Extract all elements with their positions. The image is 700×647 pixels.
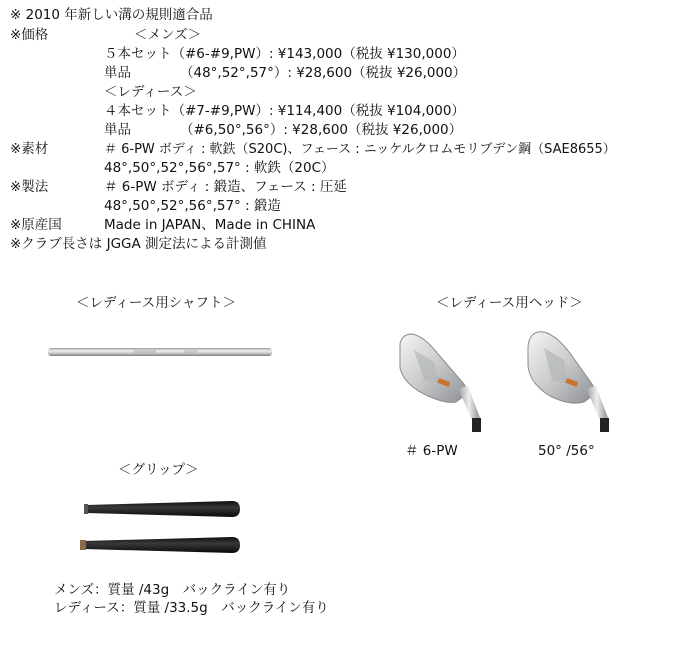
- ladies-grip-spec: レディース：質量 /33.5g バックライン有り: [54, 600, 329, 616]
- mens-grip-image: [82, 498, 244, 520]
- head-label-6-pw: ＃ 6-PW: [405, 443, 458, 459]
- origin-value: Made in JAPAN、Made in CHINA: [104, 217, 316, 233]
- mens-single-label: 単品: [104, 65, 131, 81]
- method-label: ※製法: [10, 179, 49, 195]
- mens-header: ＜メンズ＞: [134, 27, 202, 43]
- spec-line-groove-rule: ※ 2010 年新しい溝の規則適合品: [10, 7, 213, 23]
- head-label-50-56: 50° /56°: [538, 443, 595, 459]
- shaft-image: [44, 344, 276, 360]
- ladies-set-price: ４本セット（#7-#9,PW）: ¥114,400（税抜 ¥104,000）: [104, 103, 465, 119]
- origin-label: ※原産国: [10, 217, 62, 233]
- material-line-2: 48°,50°,52°,56°,57° : 軟鉄（20C）: [104, 160, 335, 176]
- club-length-note: ※クラブ長さは JGGA 測定法による計測値: [10, 236, 267, 252]
- iron-head-6-pw-image: [394, 328, 486, 432]
- heads-caption: ＜レディース用ヘッド＞: [436, 295, 583, 311]
- price-label: ※価格: [10, 27, 49, 43]
- shaft-caption: ＜レディース用シャフト＞: [76, 295, 236, 311]
- ladies-single-label: 単品: [104, 122, 131, 138]
- ladies-header: ＜レディース＞: [104, 84, 197, 100]
- material-line-1: ＃ 6-PW ボディ : 軟鉄（S20C)、フェース : ニッケルクロムモリブデン鋼（SAE8655）: [104, 142, 616, 157]
- ladies-single-price: （#6,50°,56°）: ¥28,600（税抜 ¥26,000）: [180, 122, 463, 138]
- material-label: ※素材: [10, 141, 49, 157]
- wedge-head-50-56-image: [520, 326, 614, 432]
- grip-caption: ＜グリップ＞: [118, 462, 199, 478]
- method-line-1: ＃ 6-PW ボディ : 鍛造、フェース : 圧延: [104, 179, 347, 195]
- method-line-2: 48°,50°,52°,56°,57° : 鍛造: [104, 198, 281, 214]
- mens-single-price: （48°,52°,57°）: ¥28,600（税抜 ¥26,000）: [180, 65, 467, 81]
- ladies-grip-image: [76, 534, 244, 556]
- mens-set-price: ５本セット（#6-#9,PW）: ¥143,000（税抜 ¥130,000）: [104, 46, 465, 62]
- mens-grip-spec: メンズ：質量 /43g バックライン有り: [54, 582, 291, 598]
